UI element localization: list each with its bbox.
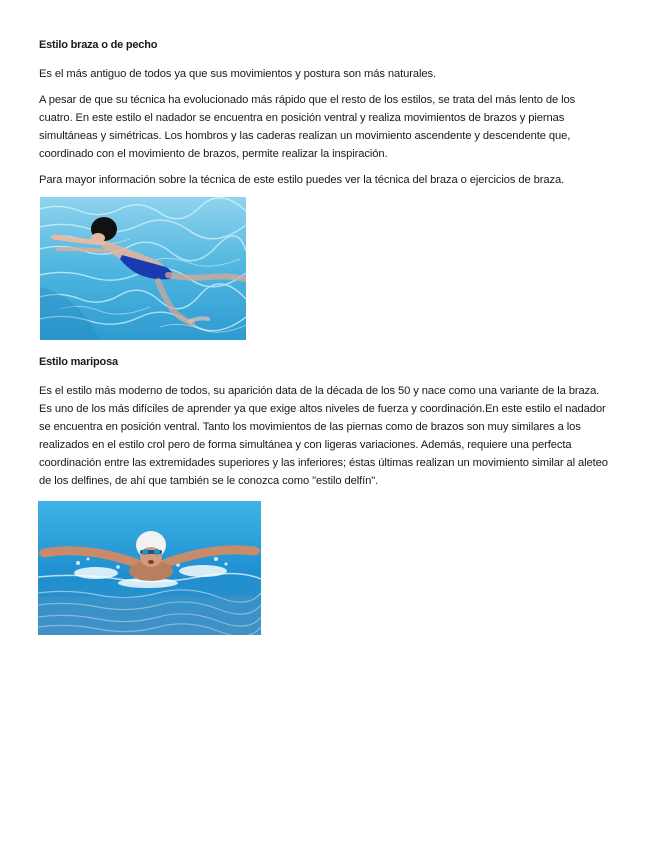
section-heading-braza: Estilo braza o de pecho bbox=[39, 39, 158, 51]
section-heading-mariposa: Estilo mariposa bbox=[39, 356, 118, 368]
section-mariposa bbox=[39, 353, 609, 635]
document-body bbox=[39, 36, 609, 635]
breaststroke-swimmer-photo bbox=[40, 197, 246, 340]
paragraph: Es el más antiguo de todos ya que sus movimientos y postura son más naturales. bbox=[39, 68, 437, 80]
section-braza bbox=[39, 36, 609, 340]
paragraph: Es el estilo más moderno de todos, su aparición data de la década de los 50 y nace como una variante de la braza. Es uno de los más difíciles de aprender ya que exige altos niveles de fuerza y coordinación.En este estilo el nadador se encuentra en posición ventral. Tanto los movimientos de las piernas como de brazos son muy similares a los realizados en el estilo crol pero de forma simultánea y con ligeras variaciones. Además, requiere una perfecta coordinación entre las extremidades superiores y las inferiores; éstas últimas realizan un movimiento similar al aleteo de los delfines, de ahí que también se le conozca como "estilo delfín". bbox=[39, 385, 608, 487]
butterfly-swimmer-photo bbox=[38, 501, 261, 635]
paragraph: Para mayor información sobre la técnica de este estilo puedes ver la técnica del braza o ejercicios de braza. bbox=[39, 174, 565, 186]
paragraph: A pesar de que su técnica ha evolucionado más rápido que el resto de los estilos, se trata del más lento de los cuatro. En este estilo el nadador se encuentra en posición ventral y realiza movimientos de brazos y piernas simultáneas y simétricas. Los hombros y las caderas realizan un movimiento ascendente y descendente que, coordinado con el movimiento de brazos, permite realizar la inspiración. bbox=[39, 94, 576, 160]
